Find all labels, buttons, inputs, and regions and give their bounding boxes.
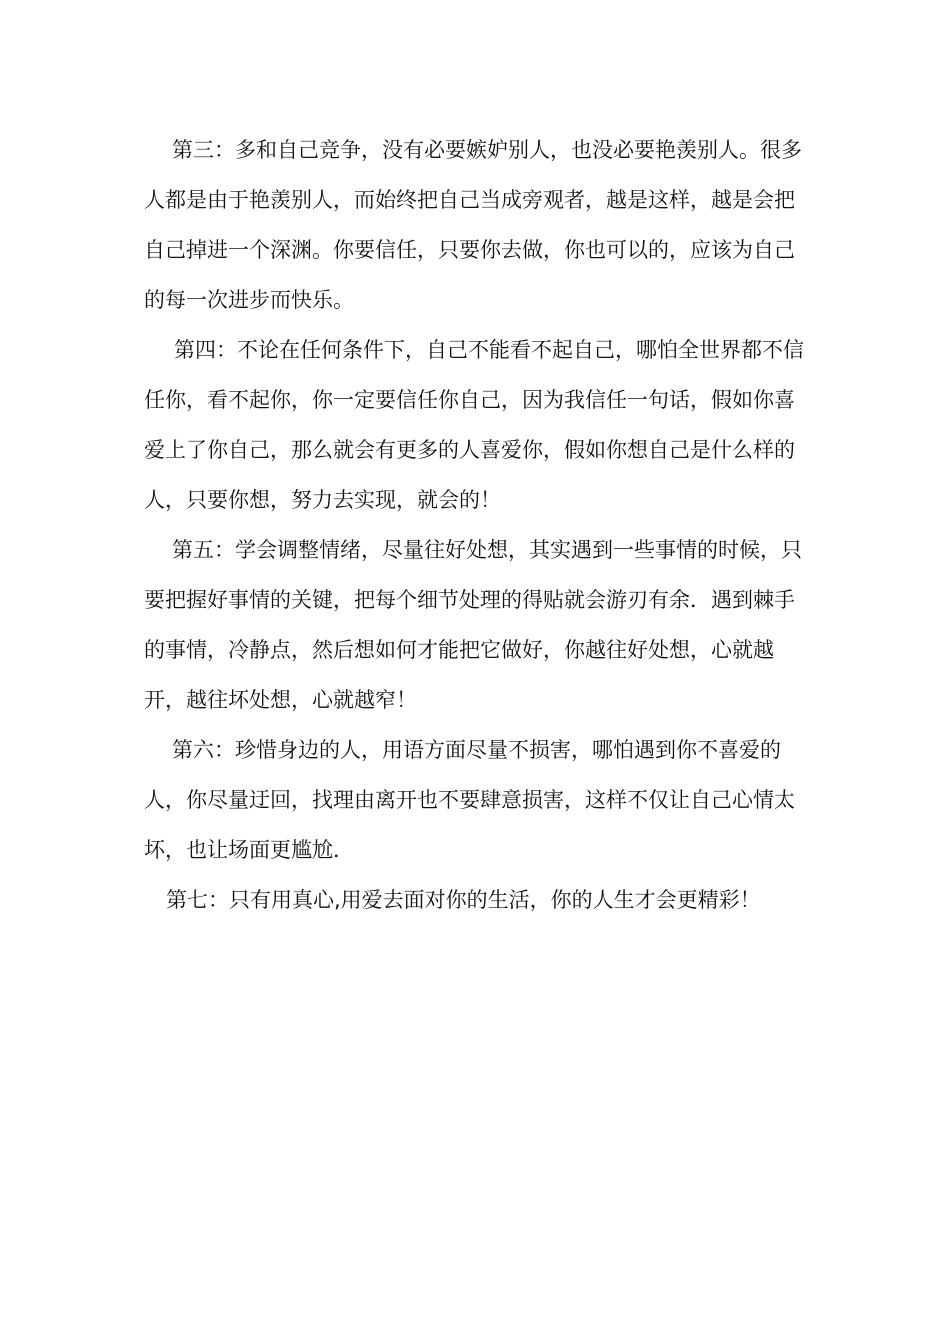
paragraph-fourth-text: 第四：不论在任何条件下，自己不能看不起自己，哪怕全世界都不信任你，看不起你，你一定要信任你自己，因为我信任一句话，假如你喜爱上了你自己，那么就会有更多的人喜爱你，假如你想自己是什么样的人，只要你想，努力去实现，就会的！ xyxy=(144,338,804,512)
paragraph-fourth xyxy=(144,325,814,525)
paragraph-seventh xyxy=(144,875,814,925)
paragraph-fifth xyxy=(144,525,814,725)
paragraph-sixth-text: 第六：珍惜身边的人，用语方面尽量不损害，哪怕遇到你不喜爱的人，你尽量迂回，找理由离开也不要肆意损害，这样不仅让自己心情太坏，也让场面更尴尬． xyxy=(144,738,795,862)
paragraph-seventh-text: 第七：只有用真心,用爱去面对你的生活，你的人生才会更精彩！ xyxy=(166,888,761,912)
paragraph-third xyxy=(144,125,814,325)
paragraph-sixth xyxy=(144,725,814,875)
paragraph-third-text: 第三：多和自己竞争，没有必要嫉妒别人，也没必要艳羡别人。很多人都是由于艳羡别人，而始终把自己当成旁观者，越是这样，越是会把自己掉进一个深渊。你要信任，只要你去做，你也可以的，应该为自己的每一次进步而快乐。 xyxy=(144,138,802,312)
document-body xyxy=(144,125,814,925)
paragraph-fifth-text: 第五：学会调整情绪，尽量往好处想，其实遇到一些事情的时候，只要把握好事情的关键，把每个细节处理的得贴就会游刃有余．遇到棘手的事情，冷静点，然后想如何才能把它做好，你越往好处想，心就越开，越往坏处想，心就越窄！ xyxy=(144,538,802,712)
